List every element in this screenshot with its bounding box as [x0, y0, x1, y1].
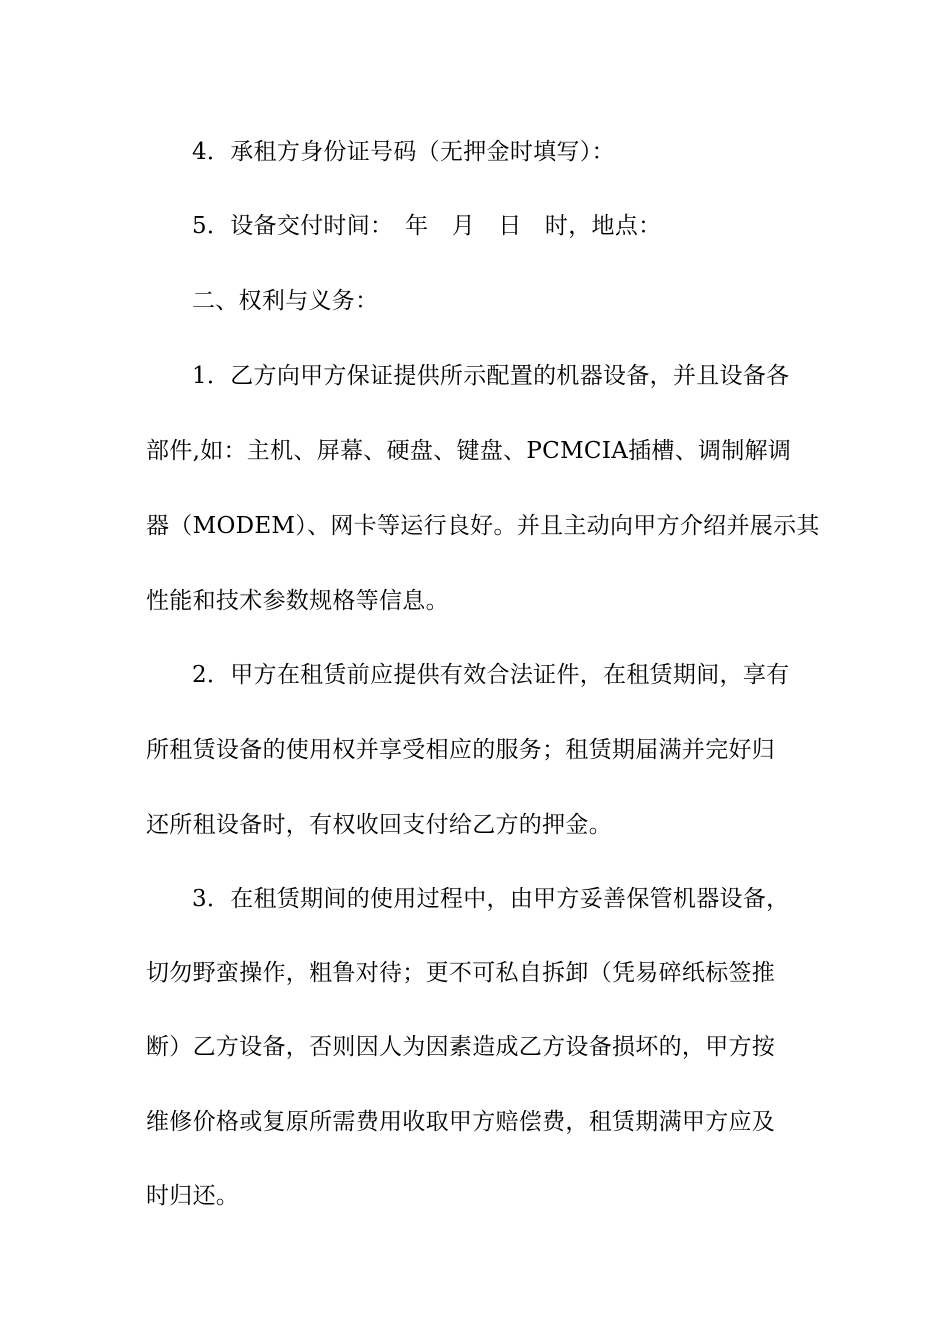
clause-3-line-4: 维修价格或复原所需费用收取甲方赔偿费，租赁期满甲方应及	[146, 1109, 776, 1135]
item-5-delivery-time-line: 5．设备交付时间： 年 月 日 时，地点：	[192, 213, 662, 239]
clause-1-line-4: 性能和技术参数规格等信息。	[146, 588, 449, 614]
clause-3-line-5: 时归还。	[146, 1183, 240, 1209]
clause-2-line-1: 2．甲方在租赁前应提供有效合法证件，在租赁期间，享有	[192, 662, 790, 688]
section-heading-rights-obligations: 二、权利与义务：	[192, 288, 379, 314]
clause-1-line-2: 部件,如：主机、屏幕、硬盘、键盘、PCMCIA插槽、调制解调	[146, 438, 792, 464]
clause-3-line-2: 切勿野蛮操作，粗鲁对待；更不可私自拆卸（凭易碎纸标签推	[146, 960, 776, 986]
clause-3-line-1: 3．在租赁期间的使用过程中，由甲方妥善保管机器设备，	[192, 886, 790, 912]
clause-1-line-1: 1．乙方向甲方保证提供所示配置的机器设备，并且设备各	[192, 363, 790, 389]
clause-2-line-2: 所租赁设备的使用权并享受相应的服务；租赁期届满并完好归	[146, 737, 776, 763]
item-4-lessee-id-line: 4．承租方身份证号码（无押金时填写）：	[192, 139, 615, 165]
clause-2-line-3: 还所租设备时，有权收回支付给乙方的押金。	[146, 812, 612, 838]
clause-1-line-3: 器（MODEM）、网卡等运行良好。并且主动向甲方介绍并展示其	[146, 513, 820, 539]
clause-3-line-3: 断）乙方设备，否则因人为因素造成乙方设备损坏的，甲方按	[146, 1034, 776, 1060]
